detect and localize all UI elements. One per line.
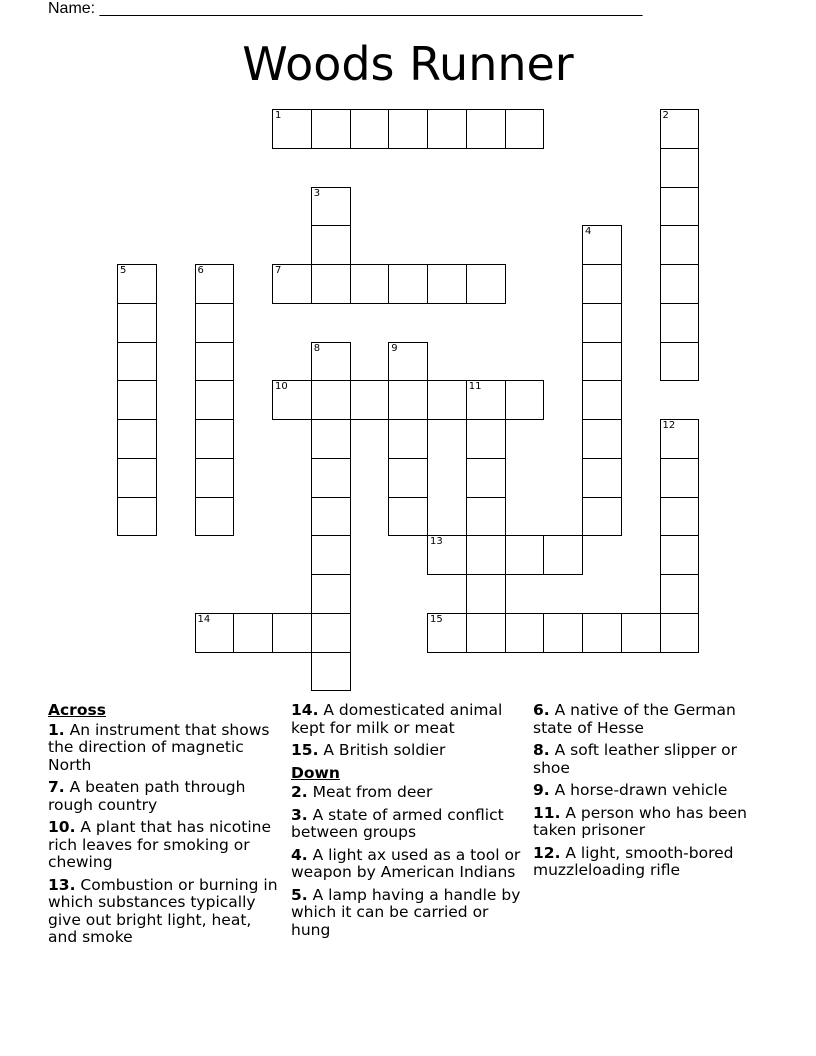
clue-across-15 — [291, 742, 527, 760]
grid-cell[interactable] — [311, 613, 351, 653]
grid-cell[interactable] — [117, 264, 157, 304]
clue-number: 14. — [291, 701, 319, 719]
clue-number-label: 15 — [430, 613, 443, 625]
clue-across-14 — [291, 702, 527, 737]
clue-across-13 — [48, 877, 284, 947]
grid-cell[interactable] — [660, 148, 700, 188]
clue-down-3 — [291, 807, 527, 842]
grid-cell[interactable] — [388, 109, 428, 149]
grid-cell[interactable] — [466, 264, 506, 304]
clue-down-9 — [533, 782, 769, 800]
grid-cell[interactable] — [311, 109, 351, 149]
grid-cell[interactable] — [582, 419, 622, 459]
clue-across-7 — [48, 779, 284, 814]
clue-number-label: 12 — [662, 420, 676, 431]
grid-cell[interactable] — [543, 613, 583, 653]
grid-cell[interactable] — [195, 613, 235, 653]
clue-number: 15. — [291, 741, 319, 759]
grid-cell[interactable] — [195, 497, 235, 537]
grid-cell[interactable] — [117, 303, 157, 343]
grid-cell[interactable] — [660, 303, 700, 343]
grid-cell[interactable] — [466, 497, 506, 537]
grid-cell[interactable] — [272, 613, 312, 653]
grid-cell[interactable] — [117, 458, 157, 498]
grid-cell[interactable] — [117, 342, 157, 382]
clue-number-label: 1 — [275, 110, 282, 121]
clue-text: An instrument that shows the direction of magnetic North — [48, 720, 270, 774]
grid-cell[interactable] — [311, 574, 351, 614]
grid-cell[interactable] — [311, 187, 351, 227]
clue-number: 8. — [533, 741, 550, 759]
grid-cell[interactable] — [195, 342, 235, 382]
grid-cell[interactable] — [660, 497, 700, 537]
clue-text: A beaten path through rough country — [48, 778, 246, 814]
grid-cell[interactable] — [272, 380, 312, 420]
grid-cell[interactable] — [233, 613, 273, 653]
page-title: Woods Runner — [242, 37, 574, 91]
clue-number-label: 3 — [313, 187, 321, 199]
clue-across-10 — [48, 819, 284, 872]
grid-cell[interactable] — [427, 535, 467, 575]
clue-down-12 — [533, 845, 769, 880]
grid-cell[interactable] — [660, 342, 700, 382]
grid-cell[interactable] — [582, 264, 622, 304]
clue-down-2 — [291, 784, 527, 802]
across-heading: Across — [48, 701, 106, 719]
clue-text: A horse-drawn vehicle — [554, 781, 728, 799]
grid-cell[interactable] — [505, 109, 545, 149]
grid-cell[interactable] — [311, 497, 351, 537]
clue-text: A person who has been taken prisoner — [533, 803, 747, 839]
grid-cell[interactable] — [311, 419, 351, 459]
grid-cell[interactable] — [466, 109, 506, 149]
grid-cell[interactable] — [388, 458, 428, 498]
clue-number-label: 7 — [275, 265, 282, 276]
grid-cell[interactable] — [505, 613, 545, 653]
grid-cell[interactable] — [582, 342, 622, 382]
grid-cell[interactable] — [195, 303, 235, 343]
grid-cell[interactable] — [311, 535, 351, 575]
grid-cell[interactable] — [660, 419, 700, 459]
grid-cell[interactable] — [195, 380, 235, 420]
grid-cell[interactable] — [388, 264, 428, 304]
clue-number-label: 11 — [468, 381, 482, 393]
grid-cell[interactable] — [427, 264, 467, 304]
clue-number-label: 2 — [662, 110, 669, 121]
clue-text: A lamp having a handle by which it can be carried or hung — [291, 885, 521, 939]
clue-down-4 — [291, 847, 527, 882]
clue-number: 1. — [48, 720, 65, 739]
grid-cell[interactable] — [582, 497, 622, 537]
grid-cell[interactable] — [311, 342, 351, 382]
clue-number: 5. — [291, 885, 308, 904]
grid-cell[interactable] — [582, 458, 622, 498]
clue-number-label: 4 — [585, 226, 592, 238]
clue-down-8 — [533, 742, 769, 777]
grid-cell[interactable] — [505, 380, 545, 420]
clue-number: 13. — [48, 875, 76, 894]
grid-cell[interactable] — [660, 574, 700, 614]
clue-number: 12. — [533, 843, 561, 862]
down-heading: Down — [291, 763, 340, 782]
grid-cell[interactable] — [660, 225, 700, 265]
grid-cell[interactable] — [582, 613, 622, 653]
clue-down-6 — [533, 702, 769, 737]
grid-cell[interactable] — [427, 380, 467, 420]
grid-cell[interactable] — [543, 535, 583, 575]
clue-text: A soft leather slipper or shoe — [533, 741, 738, 777]
clue-text: Combustion or burning in which substances typically give out bright light, heat, and smoke — [48, 875, 278, 946]
grid-cell[interactable] — [388, 497, 428, 537]
clue-number-label: 8 — [313, 342, 321, 354]
grid-cell[interactable] — [117, 380, 157, 420]
clue-number: 10. — [48, 818, 76, 836]
grid-cell[interactable] — [505, 535, 545, 575]
grid-cell[interactable] — [660, 264, 700, 304]
grid-cell[interactable] — [582, 303, 622, 343]
clue-number-label: 5 — [120, 265, 127, 276]
grid-cell[interactable] — [311, 264, 351, 304]
clue-text: Meat from deer — [312, 783, 433, 801]
grid-cell[interactable] — [272, 264, 312, 304]
clue-text: A light ax used as a tool or weapon by American Indians — [291, 845, 521, 881]
grid-cell[interactable] — [350, 380, 390, 420]
grid-cell[interactable] — [311, 380, 351, 420]
clue-number-label: 13 — [430, 536, 443, 548]
clue-number: 11. — [533, 803, 561, 822]
name-field[interactable]: Name: _____________________________________________________________ — [48, 0, 643, 17]
clues-column-3 — [533, 702, 769, 885]
grid-cell[interactable] — [195, 264, 235, 304]
grid-cell[interactable] — [117, 497, 157, 537]
grid-cell[interactable] — [466, 535, 506, 575]
grid-cell[interactable] — [660, 613, 700, 653]
grid-cell[interactable] — [311, 225, 351, 265]
grid-cell[interactable] — [427, 109, 467, 149]
clues-column-1 — [48, 702, 284, 952]
clue-number-label: 9 — [391, 342, 398, 354]
clue-number: 4. — [291, 845, 308, 864]
grid-cell[interactable] — [388, 342, 428, 382]
clue-text: A native of the German state of Hesse — [533, 701, 736, 737]
clue-number: 6. — [533, 701, 550, 719]
grid-cell[interactable] — [388, 419, 428, 459]
clue-number-label: 14 — [197, 613, 211, 625]
clue-number: 9. — [533, 781, 550, 799]
grid-cell[interactable] — [466, 419, 506, 459]
grid-cell[interactable] — [195, 419, 235, 459]
grid-cell[interactable] — [466, 613, 506, 653]
grid-cell[interactable] — [311, 458, 351, 498]
clue-text: A domesticated animal kept for milk or meat — [291, 701, 503, 737]
grid-cell[interactable] — [466, 458, 506, 498]
clue-across-1 — [48, 722, 284, 775]
clue-down-11 — [533, 805, 769, 840]
grid-cell[interactable] — [466, 380, 506, 420]
grid-cell[interactable] — [350, 264, 390, 304]
grid-cell[interactable] — [272, 109, 312, 149]
clue-number: 3. — [291, 805, 308, 824]
grid-cell[interactable] — [621, 613, 661, 653]
grid-cell[interactable] — [582, 225, 622, 265]
clue-text: A light, smooth-bored muzzleloading rifle — [533, 843, 734, 879]
grid-cell[interactable] — [660, 109, 700, 149]
grid-cell[interactable] — [582, 380, 622, 420]
grid-cell[interactable] — [117, 419, 157, 459]
grid-cell[interactable] — [660, 187, 700, 227]
grid-cell[interactable] — [195, 458, 235, 498]
clue-number-label: 10 — [275, 381, 288, 393]
grid-cell[interactable] — [660, 535, 700, 575]
clue-number: 7. — [48, 778, 65, 796]
grid-cell[interactable] — [660, 458, 700, 498]
grid-cell[interactable] — [427, 613, 467, 653]
clue-text: A state of armed conflict between groups — [291, 805, 504, 841]
clue-down-5 — [291, 887, 527, 940]
grid-cell[interactable] — [466, 574, 506, 614]
clue-number-label: 6 — [197, 265, 204, 276]
clue-text: A plant that has nicotine rich leaves for smoking or chewing — [48, 818, 272, 871]
clue-number: 2. — [291, 783, 308, 801]
grid-cell[interactable] — [350, 109, 390, 149]
grid-cell[interactable] — [388, 380, 428, 420]
clue-text: A British soldier — [323, 741, 446, 759]
grid-cell[interactable] — [311, 652, 351, 692]
clues-column-2 — [291, 702, 527, 944]
